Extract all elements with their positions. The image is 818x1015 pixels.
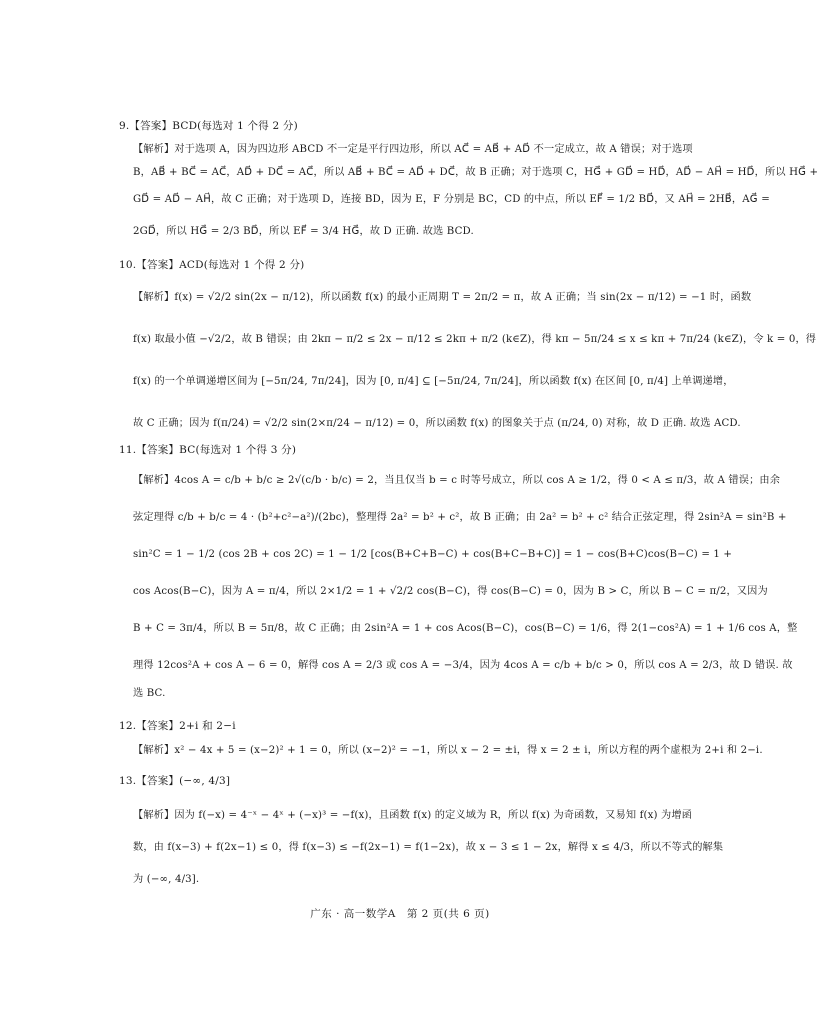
- analysis-line: sin²C = 1 − 1/2 (cos 2B + cos 2C) = 1 − 1/2 [cos(B+C+B−C) + cos(B+C−B+C)] = 1 − cos(B+C)cos(B−C) = 1 +: [133, 549, 733, 560]
- question-10: [119, 257, 817, 442]
- analysis: [133, 800, 724, 896]
- answer-line: 9.【答案】BCD(每选对 1 个得 2 分): [119, 120, 298, 132]
- analysis-line: f(x) 的一个单调递增区间为 [−5π/24, 7π/24]，因为 [0, π/4] ⊆ [−5π/24, 7π/24]，所以函数 f(x) 在区间 [0, π/4] 上单调递增，: [133, 376, 734, 387]
- analysis: [133, 138, 818, 248]
- answer-line: 11.【答案】BC(每选对 1 个得 3 分): [119, 444, 297, 456]
- analysis-line: 选 BC.: [133, 688, 166, 699]
- analysis-line: 数，由 f(x−3) + f(2x−1) ≤ 0，得 f(x−3) ≤ −f(2x−1) = f(1−2x)，故 x − 3 ≤ 1 − 2x，解得 x ≤ 4/3，所以不等式的解集: [133, 842, 724, 853]
- analysis-line: f(x) 取最小值 −√2/2，故 B 错误；由 2kπ − π/2 ≤ 2x − π/12 ≤ 2kπ + π/2 (k∈Z)，得 kπ − 5π/24 ≤ x ≤ kπ + 7π/24 (k∈Z)，令 k = 0，得: [133, 334, 817, 345]
- analysis: [133, 738, 763, 764]
- analysis-line: 【解析】x² − 4x + 5 = (x−2)² + 1 = 0，所以 (x−2)² = −1，所以 x − 2 = ±i，得 x = 2 ± i，所以方程的两个虚根为 2+i 和 2−i.: [133, 745, 763, 756]
- question-11: [119, 442, 798, 718]
- analysis-line: 弦定理得 c/b + b/c = 4 · (b²+c²−a²)/(2bc)，整理得 2a² = b² + c²，故 B 正确；由 2a² = b² + c² 结合正弦定理，得 2sin²A = sin²B +: [133, 512, 787, 523]
- question-9: [119, 118, 818, 257]
- analysis-line: cos Acos(B−C)，因为 A = π/4，所以 2×1/2 = 1 + √2/2 cos(B−C)，得 cos(B−C) = 0，因为 B > C，所以 B − C = π/2，又因为: [133, 586, 768, 597]
- analysis-line: B，AB⃗ + BC⃗ = AC⃗，AD⃗ + DC⃗ = AC⃗，所以 AB⃗ + BC⃗ = AD⃗ + DC⃗，故 B 正确；对于选项 C，HG⃗ + GD⃗ = HD⃗，AD⃗ − AH⃗ = HD⃗，所以 HG⃗ +: [133, 167, 818, 178]
- analysis: [133, 462, 798, 704]
- analysis-line: B + C = 3π/4，所以 B = 5π/8，故 C 正确；由 2sin²A = 1 + cos Acos(B−C)，cos(B−C) = 1/6，得 2(1−cos²A) = 1 + 1/6 cos A，整: [133, 623, 798, 634]
- analysis-line: 【解析】f(x) = √2/2 sin(2x − π/12)，所以函数 f(x) 的最小正周期 T = 2π/2 = π，故 A 正确；当 sin(2x − π/12) = −1 时，函数: [133, 292, 752, 303]
- question-13: [119, 766, 724, 926]
- analysis-line: GD⃗ = AD⃗ − AH⃗，故 C 正确；对于选项 D，连接 BD，因为 E，F 分别是 BC，CD 的中点，所以 EF⃗ = 1/2 BD⃗，又 AH⃗ = 2HB⃗，AG⃗ =: [133, 194, 770, 205]
- analysis-line: 故 C 正确；因为 f(π/24) = √2/2 sin(2×π/24 − π/12) = 0，所以函数 f(x) 的图象关于点 (π/24, 0) 对称，故 D 正确. 故选 ACD.: [133, 418, 741, 429]
- question-12: [119, 718, 763, 766]
- answer-line: 10.【答案】ACD(每选对 1 个得 2 分): [119, 259, 305, 271]
- analysis-line: 【解析】因为 f(−x) = 4⁻ˣ − 4ˣ + (−x)³ = −f(x)，且函数 f(x) 的定义域为 R，所以 f(x) 为奇函数，又易知 f(x) 为增函: [133, 810, 693, 821]
- analysis-line: 理得 12cos²A + cos A − 6 = 0，解得 cos A = 2/3 或 cos A = −3/4，因为 4cos A = c/b + b/c > 0，所以 cos A = 2/3，故 D 错误. 故: [133, 660, 793, 671]
- analysis-line: 为 (−∞, 4/3].: [133, 874, 200, 885]
- analysis-line: 【解析】4cos A = c/b + b/c ≥ 2√(c/b · b/c) = 2，当且仅当 b = c 时等号成立，所以 cos A ≥ 1/2，得 0 < A ≤ π/3，故 A 错误；由余: [133, 475, 781, 486]
- answer-content: [119, 118, 818, 926]
- analysis-line: 【解析】对于选项 A，因为四边形 ABCD 不一定是平行四边形，所以 AC⃗ = AB⃗ + AD⃗ 不一定成立，故 A 错误；对于选项: [133, 144, 693, 155]
- analysis: [133, 277, 817, 445]
- answer-line: 13.【答案】(−∞, 4/3]: [119, 775, 231, 787]
- page-footer: 广东 · 高一数学A 第 2 页(共 6 页): [310, 908, 490, 920]
- analysis-line: 2GD⃗，所以 HG⃗ = 2/3 BD⃗，所以 EF⃗ = 3/4 HG⃗，故 D 正确. 故选 BCD.: [133, 226, 474, 237]
- answer-line: 12.【答案】2+i 和 2−i: [119, 720, 236, 732]
